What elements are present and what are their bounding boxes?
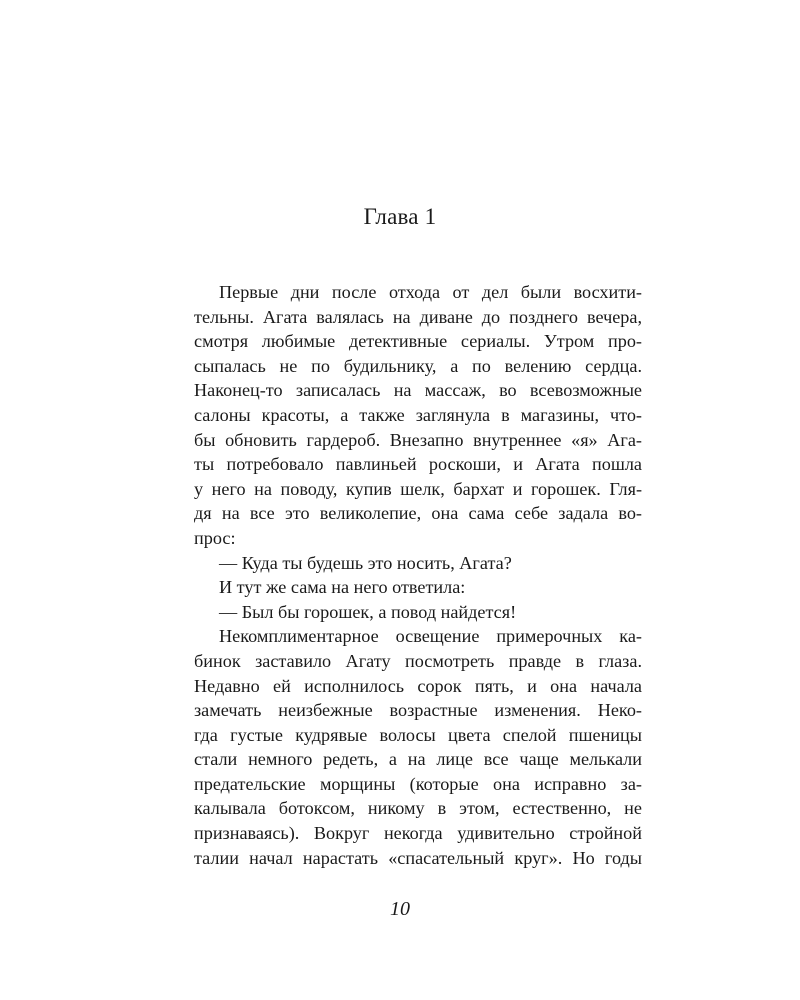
text-line: дя на все это великолепие, она сама себе задала во- (194, 503, 642, 524)
text-line: бы обновить гардероб. Внезапно внутреннее «я» Ага- (194, 429, 642, 450)
text-line: Наконец-то записалась на массаж, во всевозможные (194, 380, 642, 401)
chapter-title: Глава 1 (363, 204, 437, 229)
text-line: замечать неизбежные возрастные изменения. Неко- (194, 700, 642, 721)
page-number: 10 (390, 898, 410, 920)
text-line: Недавно ей исполнилось сорок пять, и она начала (194, 675, 642, 696)
text-line: смотря любимые детективные сериалы. Утром про- (194, 331, 642, 352)
dialogue-line: — Был бы горошек, а повод найдется! (219, 601, 517, 622)
text-line: у него на поводу, купив шелк, бархат и горошек. Гля- (194, 478, 642, 499)
text-line: предательские морщины (которые она исправно за- (194, 773, 642, 794)
text-line: салоны красоты, а также заглянула в магазины, что- (194, 404, 642, 425)
text-line: тельны. Агата валялась на диване до позднего вечера, (194, 306, 642, 327)
text-line: И тут же сама на него ответила: (219, 577, 466, 598)
chapter-body (194, 280, 642, 870)
text-line: стали немного редеть, а на лице все чаще мелькали (194, 749, 642, 770)
text-line: сыпалась не по будильнику, а по велению сердца. (194, 355, 642, 376)
text-line: Первые дни после отхода от дел были восхити- (219, 282, 642, 302)
text-line: гда густые кудрявые волосы цвета спелой пшеницы (194, 724, 642, 745)
text-line: талии начал нарастать «спасательный круг». Но годы (194, 847, 642, 868)
text-line: Некомплиментарное освещение примерочных ка- (219, 626, 642, 647)
dialogue-line: — Куда ты будешь это носить, Агата? (219, 552, 512, 573)
text-line: прос: (194, 527, 236, 548)
text-line: калывала ботоксом, никому в этом, естественно, не (194, 798, 642, 819)
text-line: признаваясь). Вокруг некогда удивительно стройной (194, 823, 642, 844)
text-line: бинок заставило Агату посмотреть правде в глаза. (194, 650, 642, 671)
text-line: ты потребовало павлиньей роскоши, и Агата пошла (194, 454, 642, 475)
